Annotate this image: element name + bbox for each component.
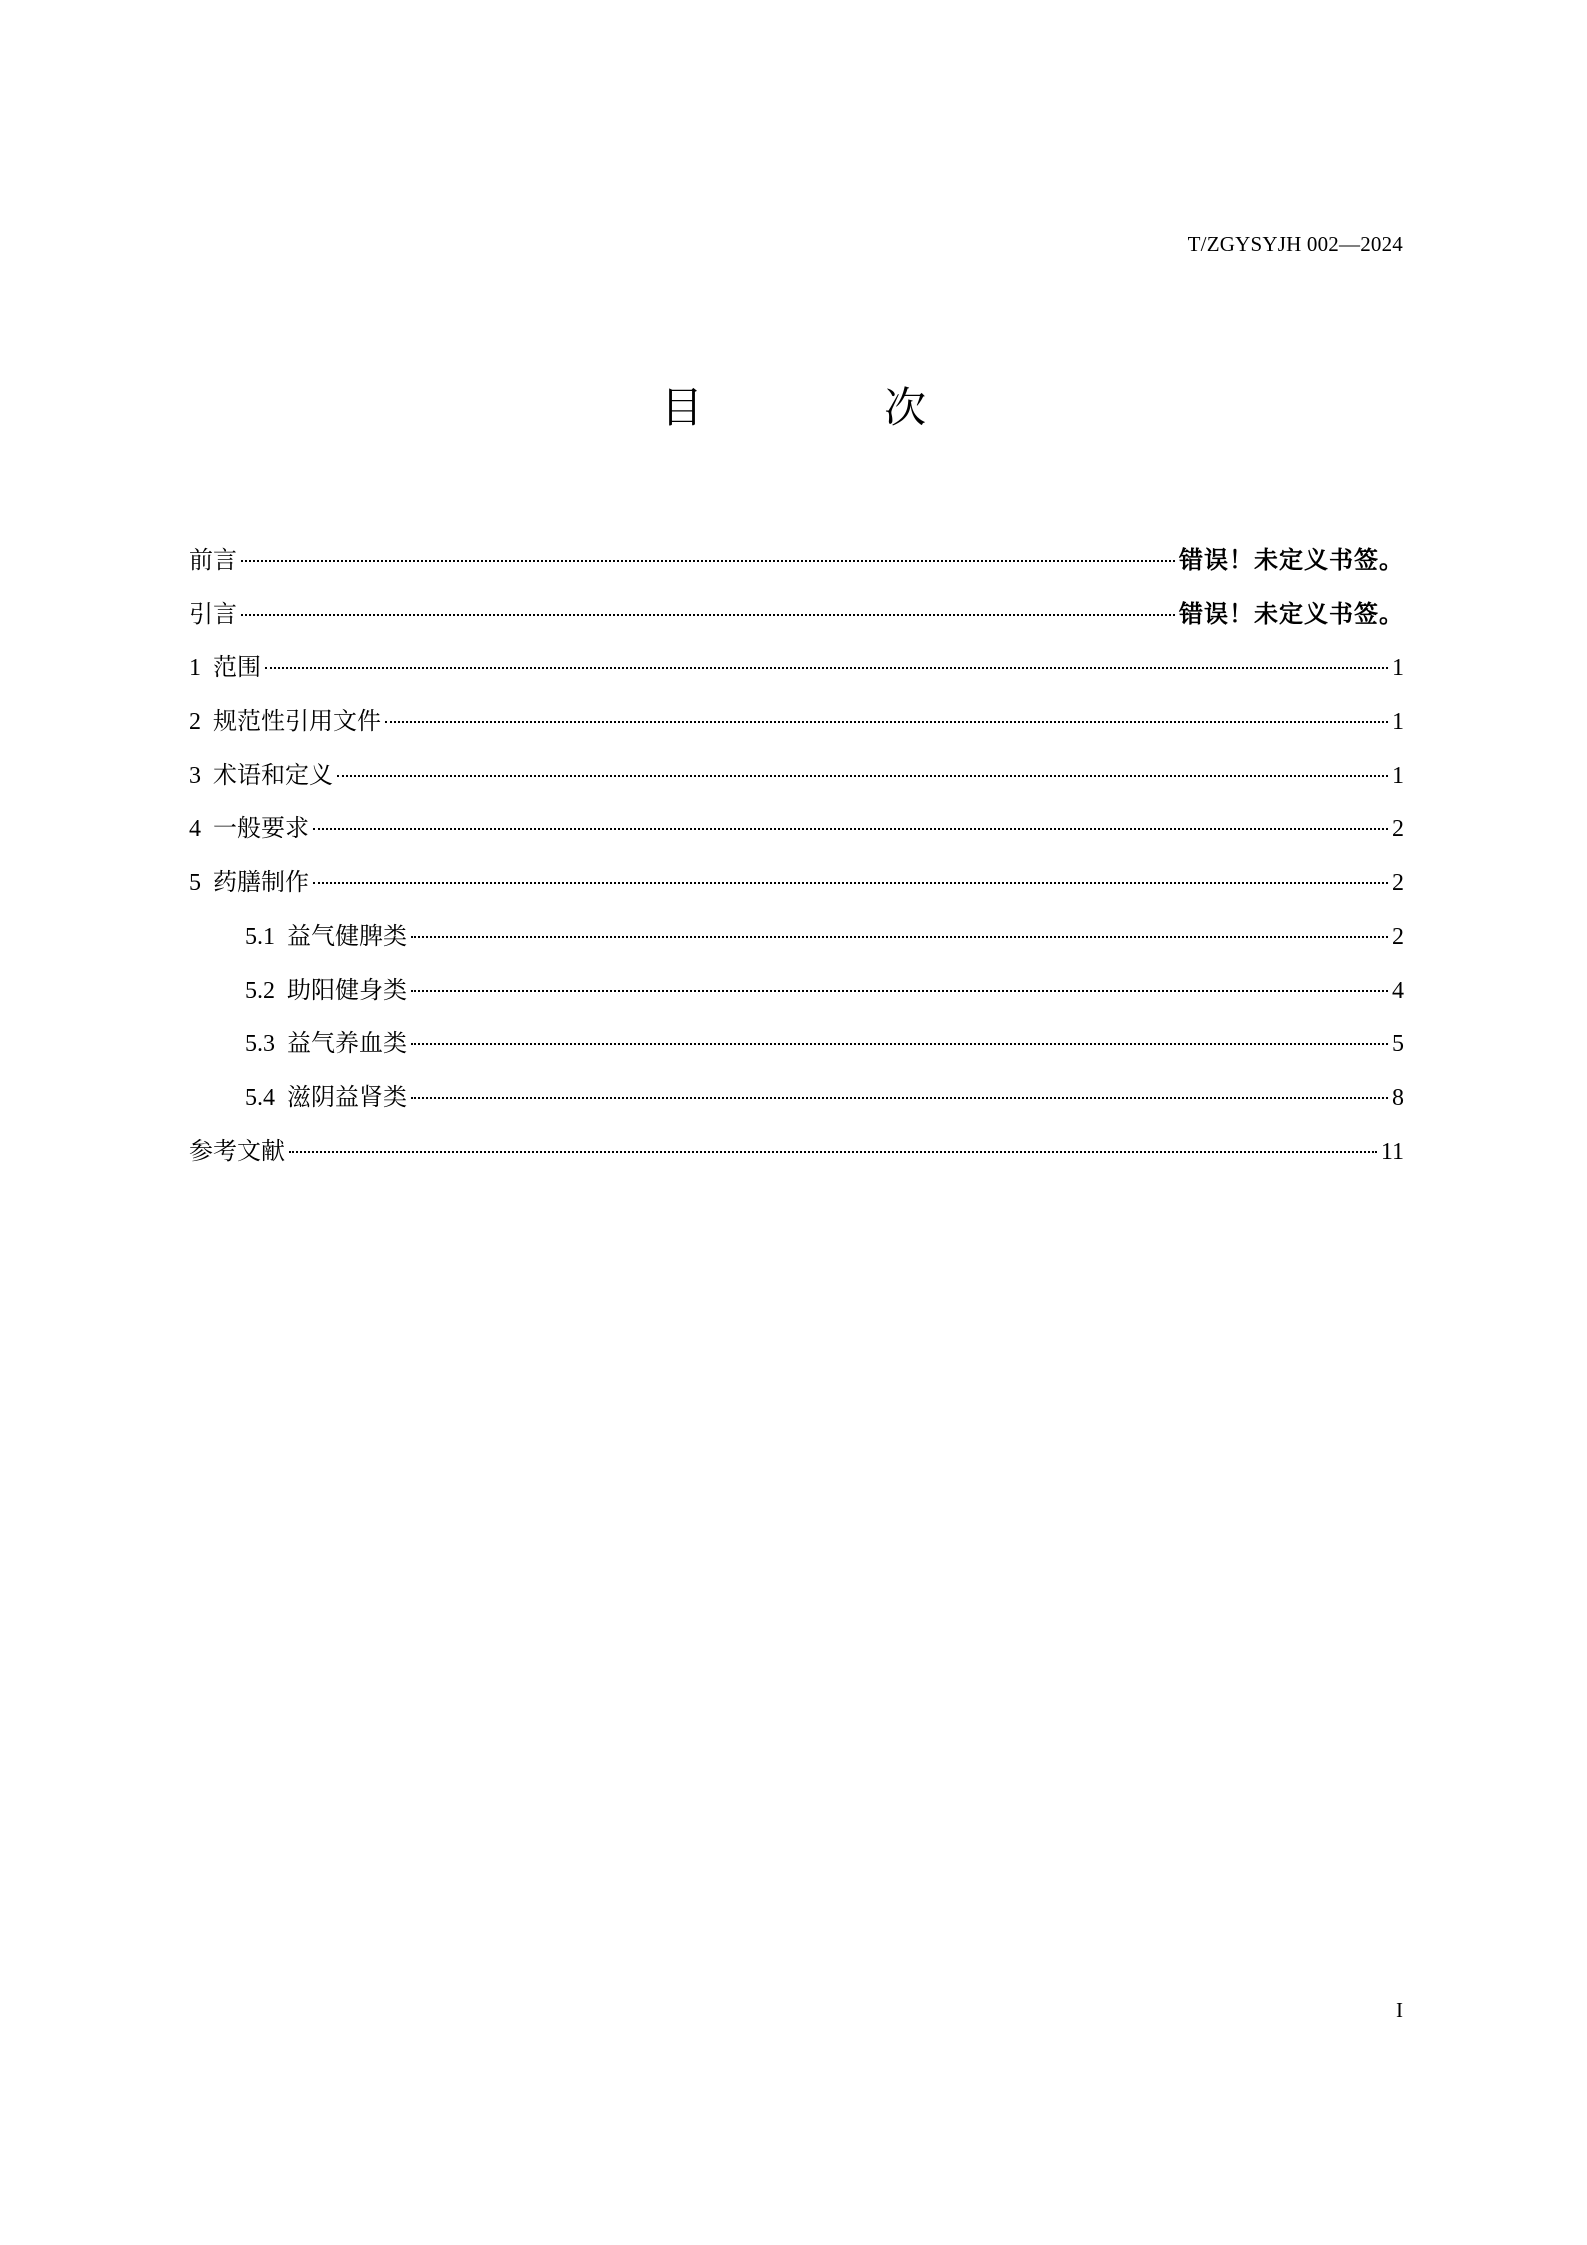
toc-entry-page: 错误！未定义书签。 [1179,546,1404,574]
toc-entry-number: 5.4 [245,1084,275,1111]
toc-entry-label: 范围 [213,653,261,682]
toc-entry-page: 5 [1392,1031,1404,1058]
toc-entry-page: 11 [1380,1138,1404,1165]
toc-entry-label: 前言 [189,546,237,574]
toc-entry-label: 规范性引用文件 [213,707,381,736]
toc-entry-medicinal-diet[interactable] [189,862,1404,916]
dot-leader [411,1043,1388,1045]
toc-entry-number: 5 [189,870,201,897]
dot-leader [241,560,1175,562]
toc-entry-number: 3 [189,762,201,789]
dot-leader [289,1151,1377,1153]
toc-entry-label: 术语和定义 [213,760,333,789]
toc-entry-page: 2 [1392,870,1404,897]
page-number: I [1396,1998,1403,2022]
toc-title: 目 次 [660,383,1011,432]
dot-leader [411,1097,1388,1099]
dot-leader [313,828,1388,830]
toc-entry-label: 助阳健身类 [287,975,407,1004]
toc-entry-5-3[interactable] [189,1023,1404,1077]
dot-leader [411,936,1388,938]
toc-entry-page: 4 [1392,977,1404,1004]
toc-entry-general-requirements[interactable] [189,808,1404,862]
toc-entry-page: 8 [1392,1084,1404,1111]
toc-entry-foreword[interactable] [189,540,1404,594]
dot-leader [265,667,1388,669]
toc-entry-page: 错误！未定义书签。 [1179,599,1404,628]
toc-entry-label: 参考文献 [189,1136,285,1165]
toc-entry-label: 益气养血类 [287,1029,407,1058]
table-of-contents [189,540,1404,1184]
toc-entry-scope[interactable] [189,647,1404,701]
toc-entry-label: 一般要求 [213,814,309,843]
toc-entry-number: 4 [189,816,201,843]
toc-entry-label: 益气健脾类 [287,921,407,950]
dot-leader [411,990,1388,992]
toc-entry-page: 2 [1392,923,1404,950]
toc-entry-terms-definitions[interactable] [189,755,1404,809]
toc-entry-page: 1 [1392,762,1404,789]
toc-entry-number: 1 [189,655,201,682]
toc-entry-number: 5.3 [245,1031,275,1058]
toc-entry-normative-references[interactable] [189,701,1404,755]
toc-entry-bibliography[interactable] [189,1131,1404,1185]
toc-entry-label: 滋阴益肾类 [287,1082,407,1111]
toc-entry-label: 引言 [189,599,237,628]
dot-leader [337,775,1388,777]
toc-entry-number: 2 [189,709,201,736]
dot-leader [241,614,1175,616]
toc-entry-page: 2 [1392,816,1404,843]
toc-entry-5-2[interactable] [189,970,1404,1024]
toc-entry-page: 1 [1392,709,1404,736]
toc-entry-introduction[interactable] [189,594,1404,648]
toc-entry-label: 药膳制作 [213,868,309,897]
dot-leader [385,721,1388,723]
dot-leader [313,882,1388,884]
toc-entry-page: 1 [1392,655,1404,682]
toc-entry-5-4[interactable] [189,1077,1404,1131]
toc-entry-number: 5.2 [245,977,275,1004]
document-code: T/ZGYSYJH 002—2024 [1187,232,1403,256]
toc-entry-5-1[interactable] [189,916,1404,970]
toc-entry-number: 5.1 [245,923,275,950]
